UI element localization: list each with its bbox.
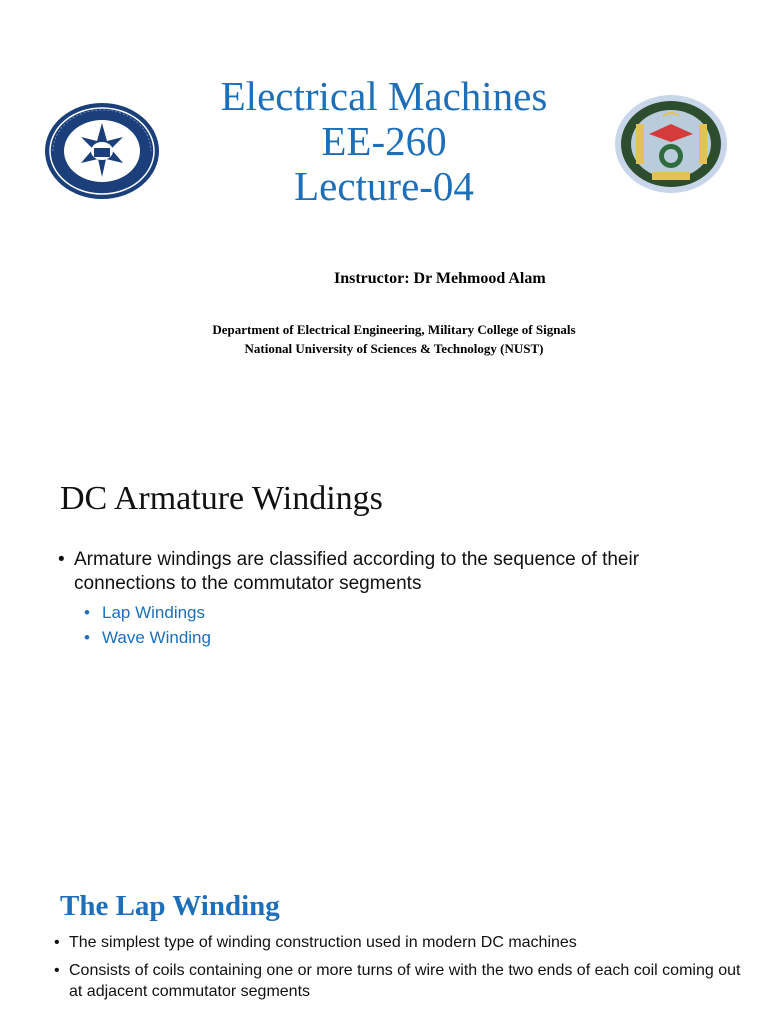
mcs-logo xyxy=(614,94,729,194)
bullet-text: Wave Winding xyxy=(102,628,211,647)
bullet-list xyxy=(58,548,738,650)
bullet-text: Lap Windings xyxy=(102,603,206,622)
bullet-text: Consists of coils containing one or more turns of wire with the two ends of each coil coming out at adjacent commutator segments xyxy=(69,962,741,1000)
bullet-text: The simplest type of winding construction used in modern DC machines xyxy=(69,934,577,951)
bullet-icon: • xyxy=(54,934,60,951)
list-item xyxy=(84,625,738,650)
bullet-icon: • xyxy=(84,603,90,622)
course-code: EE-260 xyxy=(321,118,447,164)
bullet-icon: • xyxy=(54,962,60,979)
bullet-text: Armature windings are classified according to the sequence of their connections to the commutator segments xyxy=(74,549,640,594)
slide-heading: The Lap Winding xyxy=(60,890,280,922)
lap-winding-slide xyxy=(0,870,768,1024)
university-line: National University of Sciences & Technology (NUST) xyxy=(244,341,544,356)
list-item xyxy=(58,548,738,596)
list-item xyxy=(84,600,738,625)
department-line: Department of Electrical Engineering, Military College of Signals xyxy=(212,322,576,337)
instructor-name: Instructor: Dr Mehmood Alam xyxy=(334,270,546,287)
armature-windings-slide xyxy=(0,440,768,860)
course-name: Electrical Machines xyxy=(220,73,548,119)
slide-heading: DC Armature Windings xyxy=(60,480,383,517)
affiliation xyxy=(0,320,768,358)
list-item xyxy=(54,960,744,1002)
sub-bullet-list xyxy=(84,600,738,650)
lecture-number: Lecture-04 xyxy=(294,163,474,209)
bullet-icon: • xyxy=(58,549,65,570)
bullet-icon: • xyxy=(84,628,90,647)
list-item xyxy=(54,932,744,953)
bullet-list xyxy=(54,932,744,1009)
title-slide xyxy=(0,0,768,430)
